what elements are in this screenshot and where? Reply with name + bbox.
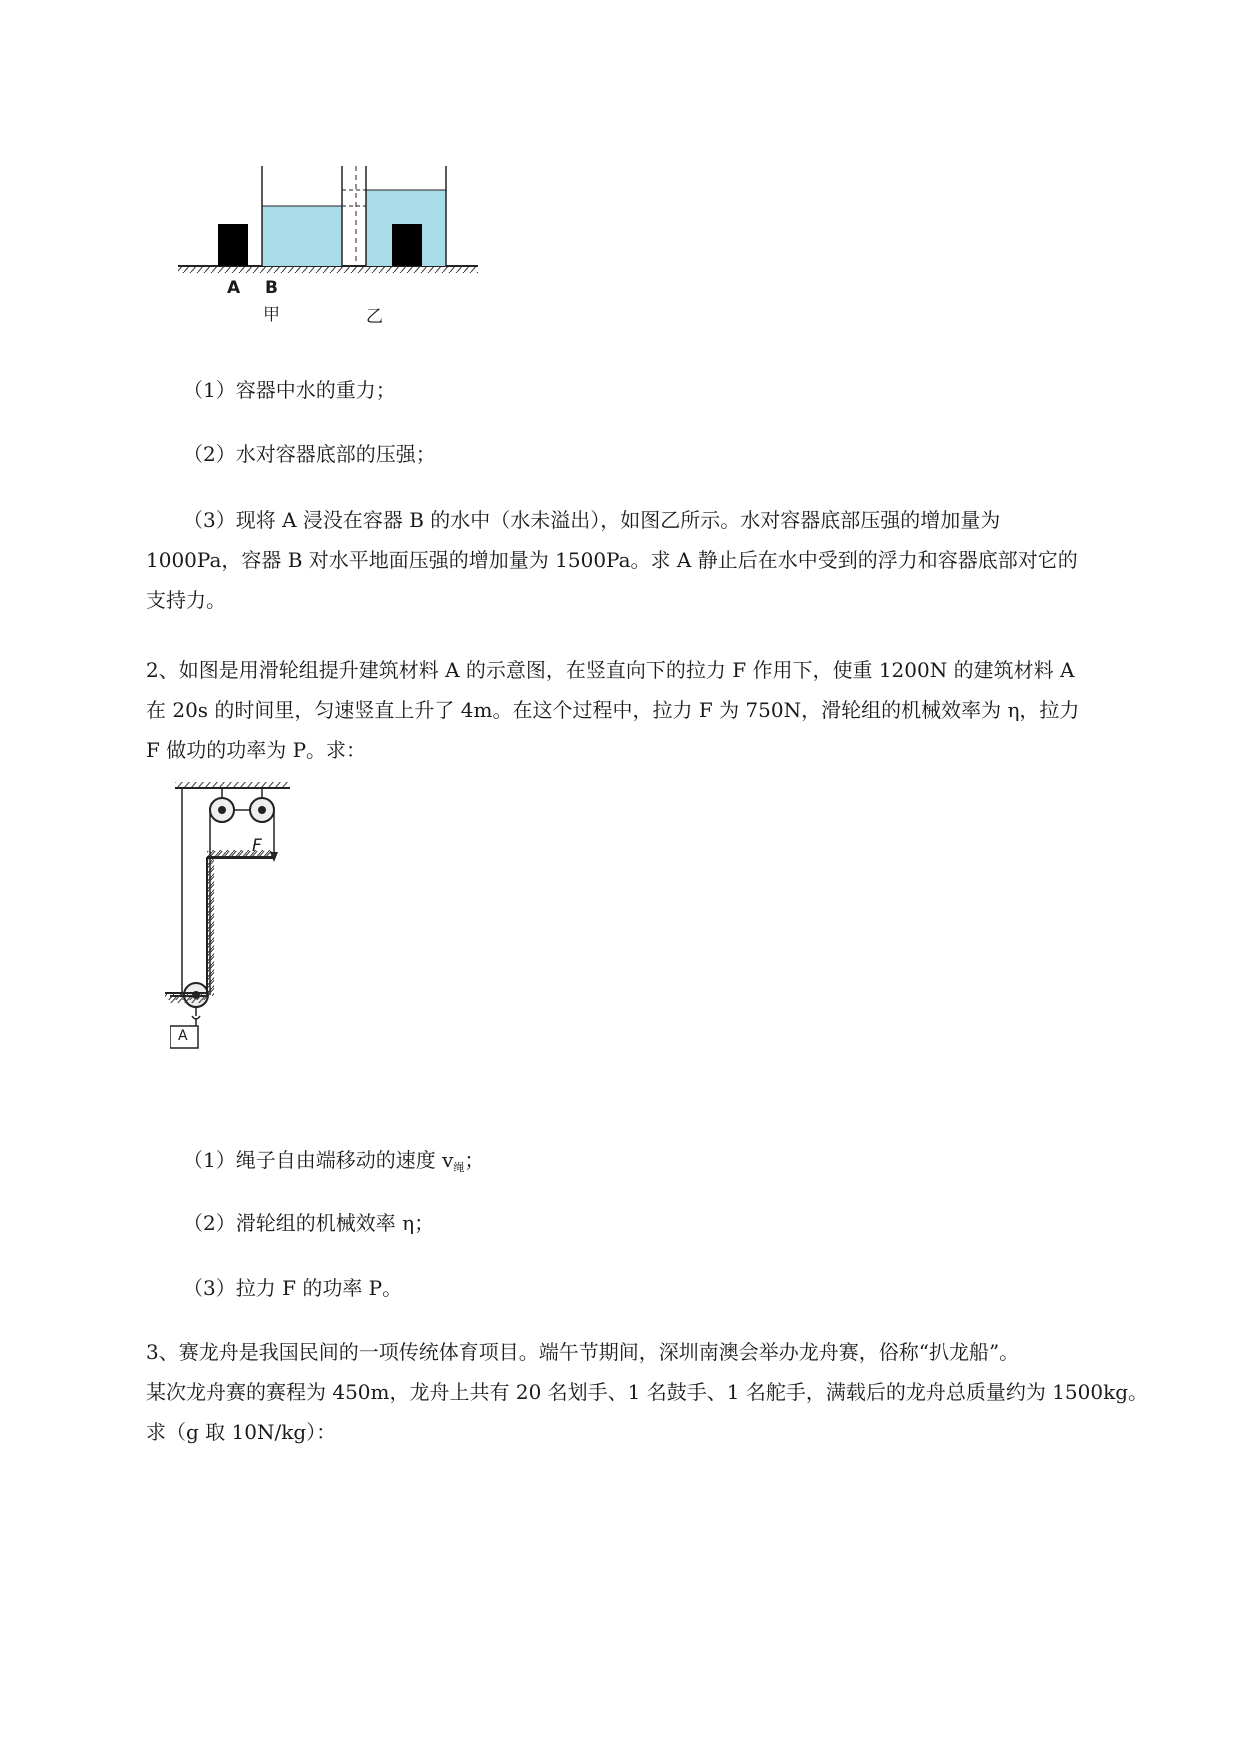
block-a (218, 224, 248, 266)
q2-part1-end: ； (464, 1148, 485, 1172)
q1-part3 (146, 500, 1146, 620)
ground-hatch (178, 267, 478, 273)
force-label: F (252, 836, 262, 856)
label-a: A (227, 278, 241, 298)
q2-stem (146, 650, 1146, 770)
q2-part3: （3）拉力 F 的功率 P。 (183, 1276, 403, 1300)
q1-part3-line3: 支持力。 (146, 588, 226, 612)
q2-part1-subscript: 绳 (453, 1161, 465, 1174)
q1-part3-line1: （3）现将 A 浸没在容器 B 的水中（水未溢出），如图乙所示。水对容器底部压强的增加量为 (183, 508, 1001, 532)
q3-stem-line1: 3、赛龙舟是我国民间的一项传统体育项目。端午节期间，深圳南澳会举办龙舟赛，俗称“扒龙船”。 (146, 1340, 1020, 1364)
q2-stem-line1: 2、如图是用滑轮组提升建筑材料 A 的示意图，在竖直向下的拉力 F 作用下，使重 1200N 的建筑材料 A (146, 658, 1075, 682)
block-a-submerged (392, 224, 422, 266)
q3-stem (146, 1332, 1149, 1452)
q3-stem-line2: 某次龙舟赛的赛程为 450m，龙舟上共有 20 名划手、1 名鼓手、1 名舵手，满载后的龙舟总质量约为 1500kg。 (146, 1380, 1149, 1404)
q3-stem-line3: 求（g 取 10N/kg）： (146, 1420, 337, 1444)
water-left (262, 206, 342, 266)
q1-part3-line2: 1000Pa，容器 B 对水平地面压强的增加量为 1500Pa。求 A 静止后在水中受到的浮力和容器底部对它的 (146, 548, 1078, 572)
pulley-wall (160, 850, 280, 1000)
q2-stem-line2: 在 20s 的时间里，匀速竖直上升了 4m。在这个过程中，拉力 F 为 750N，滑轮组的机械效率为 η，拉力 (146, 698, 1080, 722)
q2-part1-text: （1）绳子自由端移动的速度 v (183, 1148, 454, 1172)
q1-part2: （2）水对容器底部的压强； (183, 442, 436, 466)
q2-part2: （2）滑轮组的机械效率 η； (183, 1211, 435, 1235)
caption-jia: 甲 (263, 305, 280, 325)
q2-stem-line3: F 做功的功率为 P。求： (146, 738, 367, 762)
caption-yi: 乙 (366, 307, 383, 327)
block-label: A (178, 1028, 188, 1044)
q2-part1 (183, 1146, 484, 1182)
label-b: B (265, 278, 278, 298)
container-figure (170, 160, 490, 340)
q1-part1: （1）容器中水的重力； (183, 378, 396, 402)
